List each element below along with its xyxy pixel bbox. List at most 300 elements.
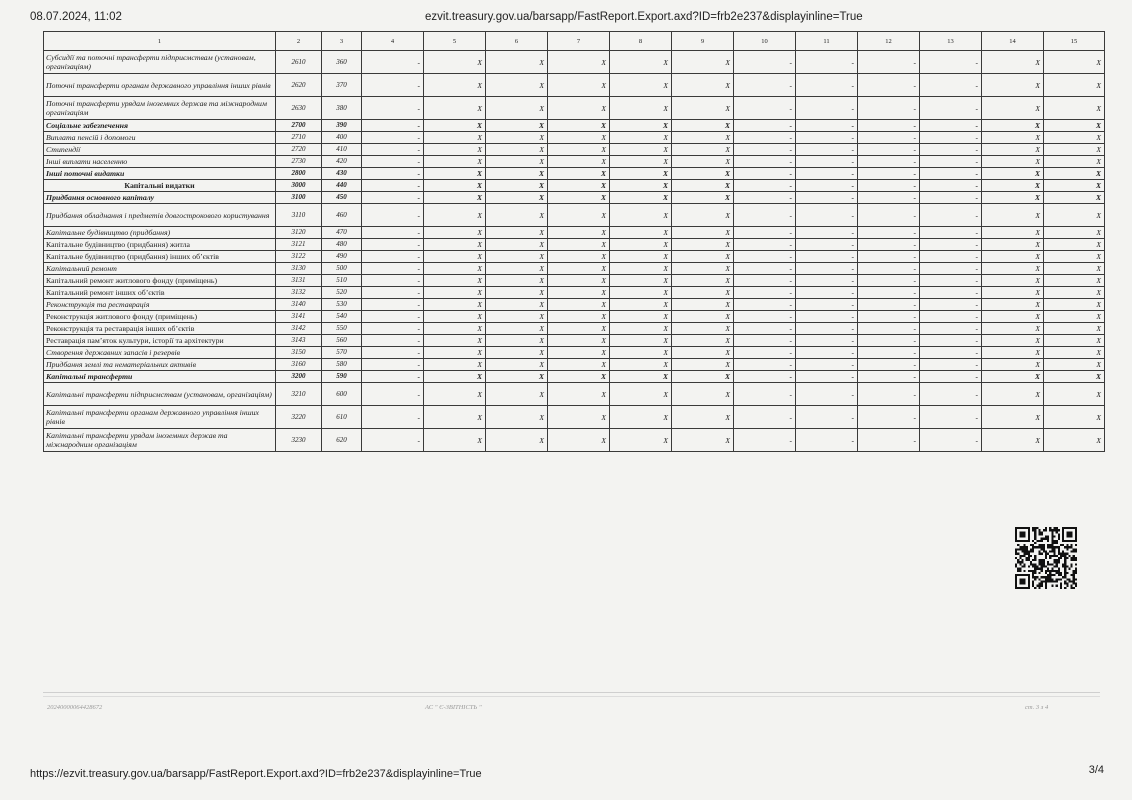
value-cell: - — [362, 311, 424, 323]
column-number: 6 — [486, 32, 548, 51]
row-label: Капітальні трансферти — [44, 371, 276, 383]
value-cell: - — [734, 120, 796, 132]
value-cell: X — [424, 371, 486, 383]
value-cell: - — [858, 406, 920, 429]
value-cell: X — [486, 132, 548, 144]
qr-code — [1015, 527, 1077, 589]
value-cell: X — [610, 97, 672, 120]
value-cell: - — [796, 359, 858, 371]
value-cell: - — [734, 239, 796, 251]
row-label: Реставрація пам’яток культури, історії та архітектури — [44, 335, 276, 347]
column-number: 14 — [982, 32, 1044, 51]
value-cell: X — [672, 383, 734, 406]
line-code: 360 — [322, 51, 362, 74]
table-row — [44, 429, 1105, 452]
value-cell: - — [858, 180, 920, 192]
value-cell: - — [734, 74, 796, 97]
economic-code: 3110 — [276, 204, 322, 227]
value-cell: X — [610, 192, 672, 204]
value-cell: - — [920, 51, 982, 74]
value-cell: X — [610, 74, 672, 97]
value-cell: X — [486, 429, 548, 452]
value-cell: - — [920, 287, 982, 299]
value-cell: X — [610, 227, 672, 239]
value-cell: - — [920, 323, 982, 335]
row-label: Капітальний ремонт житлового фонду (приміщень) — [44, 275, 276, 287]
economic-code: 3120 — [276, 227, 322, 239]
system-name: АС " Є-ЗВІТНІСТЬ " — [425, 704, 482, 711]
value-cell: - — [796, 156, 858, 168]
table-row — [44, 192, 1105, 204]
page-counter: ст. 3 з 4 — [1025, 704, 1049, 711]
value-cell: X — [548, 275, 610, 287]
value-cell: - — [920, 347, 982, 359]
value-cell: X — [672, 156, 734, 168]
value-cell: X — [424, 156, 486, 168]
line-code: 470 — [322, 227, 362, 239]
line-code: 590 — [322, 371, 362, 383]
value-cell: X — [1044, 311, 1105, 323]
value-cell: - — [858, 371, 920, 383]
economic-code: 2610 — [276, 51, 322, 74]
line-code: 440 — [322, 180, 362, 192]
value-cell: X — [1044, 120, 1105, 132]
column-number: 3 — [322, 32, 362, 51]
value-cell: X — [424, 180, 486, 192]
value-cell: - — [796, 406, 858, 429]
value-cell: X — [672, 239, 734, 251]
table-row — [44, 287, 1105, 299]
column-number: 9 — [672, 32, 734, 51]
value-cell: X — [486, 168, 548, 180]
value-cell: X — [672, 287, 734, 299]
row-label: Капітальне будівництво (придбання) інших об’єктів — [44, 251, 276, 263]
value-cell: - — [920, 204, 982, 227]
value-cell: - — [796, 239, 858, 251]
row-label: Придбання обладнання і предметів довгострокового користування — [44, 204, 276, 227]
value-cell: X — [1044, 156, 1105, 168]
table-row — [44, 132, 1105, 144]
value-cell: X — [548, 227, 610, 239]
value-cell: - — [734, 227, 796, 239]
value-cell: - — [920, 359, 982, 371]
value-cell: - — [796, 74, 858, 97]
line-code: 420 — [322, 156, 362, 168]
value-cell: - — [362, 132, 424, 144]
value-cell: X — [548, 359, 610, 371]
economic-code: 2800 — [276, 168, 322, 180]
value-cell: X — [982, 371, 1044, 383]
value-cell: - — [858, 227, 920, 239]
row-label: Інші виплати населенню — [44, 156, 276, 168]
value-cell: - — [920, 97, 982, 120]
value-cell: - — [734, 51, 796, 74]
column-number: 7 — [548, 32, 610, 51]
value-cell: - — [920, 299, 982, 311]
economic-code: 3130 — [276, 263, 322, 275]
value-cell: - — [734, 204, 796, 227]
value-cell: - — [920, 275, 982, 287]
table-row — [44, 299, 1105, 311]
value-cell: X — [486, 299, 548, 311]
value-cell: - — [858, 275, 920, 287]
value-cell: X — [1044, 323, 1105, 335]
value-cell: - — [858, 263, 920, 275]
value-cell: - — [796, 132, 858, 144]
economic-code: 3141 — [276, 311, 322, 323]
value-cell: X — [982, 335, 1044, 347]
table-row — [44, 204, 1105, 227]
value-cell: X — [424, 287, 486, 299]
table-row — [44, 251, 1105, 263]
line-code: 570 — [322, 347, 362, 359]
value-cell: X — [1044, 406, 1105, 429]
value-cell: - — [796, 180, 858, 192]
line-code: 560 — [322, 335, 362, 347]
value-cell: - — [796, 287, 858, 299]
line-code: 410 — [322, 144, 362, 156]
value-cell: X — [486, 251, 548, 263]
value-cell: X — [424, 120, 486, 132]
value-cell: X — [486, 51, 548, 74]
column-number: 8 — [610, 32, 672, 51]
value-cell: - — [858, 323, 920, 335]
value-cell: - — [920, 406, 982, 429]
value-cell: - — [362, 97, 424, 120]
value-cell: X — [1044, 180, 1105, 192]
value-cell: - — [920, 168, 982, 180]
value-cell: X — [672, 406, 734, 429]
value-cell: - — [920, 371, 982, 383]
value-cell: - — [734, 192, 796, 204]
value-cell: X — [610, 359, 672, 371]
value-cell: X — [610, 251, 672, 263]
value-cell: X — [982, 429, 1044, 452]
value-cell: X — [424, 239, 486, 251]
table-row — [44, 311, 1105, 323]
value-cell: X — [982, 251, 1044, 263]
value-cell: X — [548, 335, 610, 347]
column-number: 15 — [1044, 32, 1105, 51]
value-cell: X — [982, 156, 1044, 168]
value-cell: X — [424, 97, 486, 120]
value-cell: X — [672, 429, 734, 452]
value-cell: X — [1044, 97, 1105, 120]
value-cell: - — [362, 120, 424, 132]
value-cell: - — [796, 323, 858, 335]
value-cell: X — [672, 335, 734, 347]
value-cell: X — [486, 323, 548, 335]
value-cell: X — [548, 132, 610, 144]
line-code: 580 — [322, 359, 362, 371]
value-cell: - — [362, 51, 424, 74]
value-cell: X — [548, 120, 610, 132]
value-cell: X — [424, 132, 486, 144]
value-cell: - — [920, 383, 982, 406]
table-row — [44, 144, 1105, 156]
value-cell: X — [486, 204, 548, 227]
value-cell: - — [858, 51, 920, 74]
value-cell: X — [1044, 251, 1105, 263]
value-cell: X — [486, 120, 548, 132]
value-cell: - — [362, 168, 424, 180]
value-cell: - — [920, 263, 982, 275]
value-cell: - — [362, 359, 424, 371]
value-cell: X — [672, 120, 734, 132]
value-cell: - — [734, 263, 796, 275]
value-cell: - — [362, 239, 424, 251]
value-cell: X — [672, 168, 734, 180]
row-label: Стипендії — [44, 144, 276, 156]
value-cell: - — [858, 97, 920, 120]
column-number: 5 — [424, 32, 486, 51]
economic-code: 3160 — [276, 359, 322, 371]
column-number: 11 — [796, 32, 858, 51]
value-cell: X — [610, 168, 672, 180]
value-cell: X — [982, 120, 1044, 132]
row-label: Виплата пенсій і допомоги — [44, 132, 276, 144]
value-cell: X — [610, 287, 672, 299]
economic-code: 3150 — [276, 347, 322, 359]
value-cell: X — [1044, 287, 1105, 299]
value-cell: X — [672, 371, 734, 383]
line-code: 620 — [322, 429, 362, 452]
value-cell: - — [734, 180, 796, 192]
value-cell: X — [486, 227, 548, 239]
value-cell: X — [548, 251, 610, 263]
separator-line — [43, 696, 1100, 697]
line-code: 500 — [322, 263, 362, 275]
value-cell: X — [672, 204, 734, 227]
value-cell: X — [1044, 192, 1105, 204]
column-number: 4 — [362, 32, 424, 51]
value-cell: X — [548, 204, 610, 227]
value-cell: X — [486, 406, 548, 429]
value-cell: - — [362, 204, 424, 227]
value-cell: X — [424, 359, 486, 371]
value-cell: - — [362, 275, 424, 287]
economic-code: 3143 — [276, 335, 322, 347]
value-cell: X — [486, 74, 548, 97]
print-header-url: ezvit.treasury.gov.ua/barsapp/FastReport.Export.axd?ID=frb2e237&displayinline=True — [425, 11, 863, 23]
value-cell: X — [610, 429, 672, 452]
table-row — [44, 51, 1105, 74]
row-label: Придбання землі та нематеріальних активів — [44, 359, 276, 371]
economic-code: 3100 — [276, 192, 322, 204]
value-cell: X — [672, 74, 734, 97]
economic-code: 2630 — [276, 97, 322, 120]
value-cell: X — [672, 132, 734, 144]
value-cell: X — [982, 180, 1044, 192]
value-cell: - — [362, 74, 424, 97]
value-cell: X — [424, 347, 486, 359]
value-cell: - — [362, 192, 424, 204]
value-cell: X — [982, 383, 1044, 406]
line-code: 450 — [322, 192, 362, 204]
value-cell: X — [486, 263, 548, 275]
value-cell: X — [1044, 335, 1105, 347]
table-row — [44, 383, 1105, 406]
table-row — [44, 371, 1105, 383]
value-cell: X — [424, 383, 486, 406]
value-cell: - — [362, 144, 424, 156]
value-cell: X — [610, 406, 672, 429]
value-cell: X — [1044, 227, 1105, 239]
report-table — [43, 31, 1105, 452]
value-cell: - — [796, 120, 858, 132]
value-cell: X — [672, 275, 734, 287]
value-cell: - — [734, 97, 796, 120]
value-cell: X — [548, 311, 610, 323]
value-cell: X — [982, 347, 1044, 359]
value-cell: X — [610, 263, 672, 275]
value-cell: X — [610, 275, 672, 287]
value-cell: X — [424, 335, 486, 347]
value-cell: X — [1044, 347, 1105, 359]
value-cell: X — [982, 275, 1044, 287]
row-label: Капітальні видатки — [44, 180, 276, 192]
value-cell: - — [920, 74, 982, 97]
value-cell: - — [796, 192, 858, 204]
value-cell: X — [672, 251, 734, 263]
value-cell: - — [362, 287, 424, 299]
value-cell: X — [1044, 239, 1105, 251]
value-cell: X — [610, 311, 672, 323]
table-row — [44, 168, 1105, 180]
value-cell: X — [548, 156, 610, 168]
line-code: 540 — [322, 311, 362, 323]
row-label: Соціальне забезпечення — [44, 120, 276, 132]
value-cell: - — [920, 156, 982, 168]
value-cell: X — [424, 74, 486, 97]
value-cell: X — [548, 180, 610, 192]
value-cell: X — [486, 383, 548, 406]
value-cell: X — [982, 74, 1044, 97]
table-row — [44, 227, 1105, 239]
value-cell: X — [486, 347, 548, 359]
line-code: 390 — [322, 120, 362, 132]
value-cell: - — [858, 168, 920, 180]
value-cell: - — [734, 429, 796, 452]
value-cell: X — [1044, 263, 1105, 275]
value-cell: X — [548, 299, 610, 311]
value-cell: X — [610, 51, 672, 74]
value-cell: - — [362, 383, 424, 406]
value-cell: - — [734, 144, 796, 156]
row-label: Поточні трансферти урядам іноземних держав та міжнародним організаціям — [44, 97, 276, 120]
value-cell: - — [796, 251, 858, 263]
line-code: 480 — [322, 239, 362, 251]
line-code: 530 — [322, 299, 362, 311]
economic-code: 2710 — [276, 132, 322, 144]
value-cell: X — [548, 347, 610, 359]
value-cell: X — [1044, 383, 1105, 406]
value-cell: X — [548, 239, 610, 251]
value-cell: X — [982, 323, 1044, 335]
value-cell: - — [858, 120, 920, 132]
value-cell: X — [486, 371, 548, 383]
economic-code: 3220 — [276, 406, 322, 429]
value-cell: X — [424, 144, 486, 156]
value-cell: - — [362, 347, 424, 359]
value-cell: X — [424, 204, 486, 227]
value-cell: - — [796, 97, 858, 120]
column-number: 13 — [920, 32, 982, 51]
economic-code: 3142 — [276, 323, 322, 335]
value-cell: X — [548, 51, 610, 74]
row-label: Капітальні трансферти підприємствам (установам, організаціям) — [44, 383, 276, 406]
table-row — [44, 156, 1105, 168]
value-cell: - — [796, 371, 858, 383]
value-cell: - — [796, 429, 858, 452]
value-cell: X — [424, 168, 486, 180]
value-cell: - — [920, 192, 982, 204]
column-number: 2 — [276, 32, 322, 51]
value-cell: X — [610, 120, 672, 132]
line-code: 490 — [322, 251, 362, 263]
economic-code: 3140 — [276, 299, 322, 311]
value-cell: X — [672, 263, 734, 275]
value-cell: X — [548, 263, 610, 275]
value-cell: - — [362, 263, 424, 275]
value-cell: X — [1044, 429, 1105, 452]
table-row — [44, 180, 1105, 192]
value-cell: X — [982, 299, 1044, 311]
table-row — [44, 323, 1105, 335]
value-cell: - — [796, 227, 858, 239]
value-cell: X — [982, 204, 1044, 227]
value-cell: - — [920, 227, 982, 239]
value-cell: - — [796, 168, 858, 180]
value-cell: - — [920, 132, 982, 144]
value-cell: X — [486, 192, 548, 204]
value-cell: - — [734, 383, 796, 406]
value-cell: - — [858, 287, 920, 299]
economic-code: 3210 — [276, 383, 322, 406]
table-row — [44, 74, 1105, 97]
table-row — [44, 359, 1105, 371]
value-cell: - — [920, 335, 982, 347]
value-cell: - — [362, 227, 424, 239]
value-cell: X — [1044, 144, 1105, 156]
value-cell: - — [734, 347, 796, 359]
value-cell: X — [486, 287, 548, 299]
value-cell: - — [734, 371, 796, 383]
column-number: 1 — [44, 32, 276, 51]
value-cell: X — [548, 371, 610, 383]
value-cell: - — [734, 132, 796, 144]
value-cell: X — [982, 359, 1044, 371]
line-code: 370 — [322, 74, 362, 97]
value-cell: X — [672, 299, 734, 311]
value-cell: X — [610, 144, 672, 156]
value-cell: X — [982, 168, 1044, 180]
row-label: Реконструкція та реставрація — [44, 299, 276, 311]
value-cell: - — [734, 251, 796, 263]
economic-code: 3132 — [276, 287, 322, 299]
value-cell: X — [424, 323, 486, 335]
line-code: 600 — [322, 383, 362, 406]
value-cell: - — [796, 275, 858, 287]
value-cell: X — [424, 406, 486, 429]
value-cell: X — [982, 192, 1044, 204]
economic-code: 2620 — [276, 74, 322, 97]
economic-code: 3121 — [276, 239, 322, 251]
value-cell: - — [362, 406, 424, 429]
print-datetime: 08.07.2024, 11:02 — [30, 11, 122, 23]
value-cell: X — [424, 429, 486, 452]
value-cell: - — [734, 156, 796, 168]
